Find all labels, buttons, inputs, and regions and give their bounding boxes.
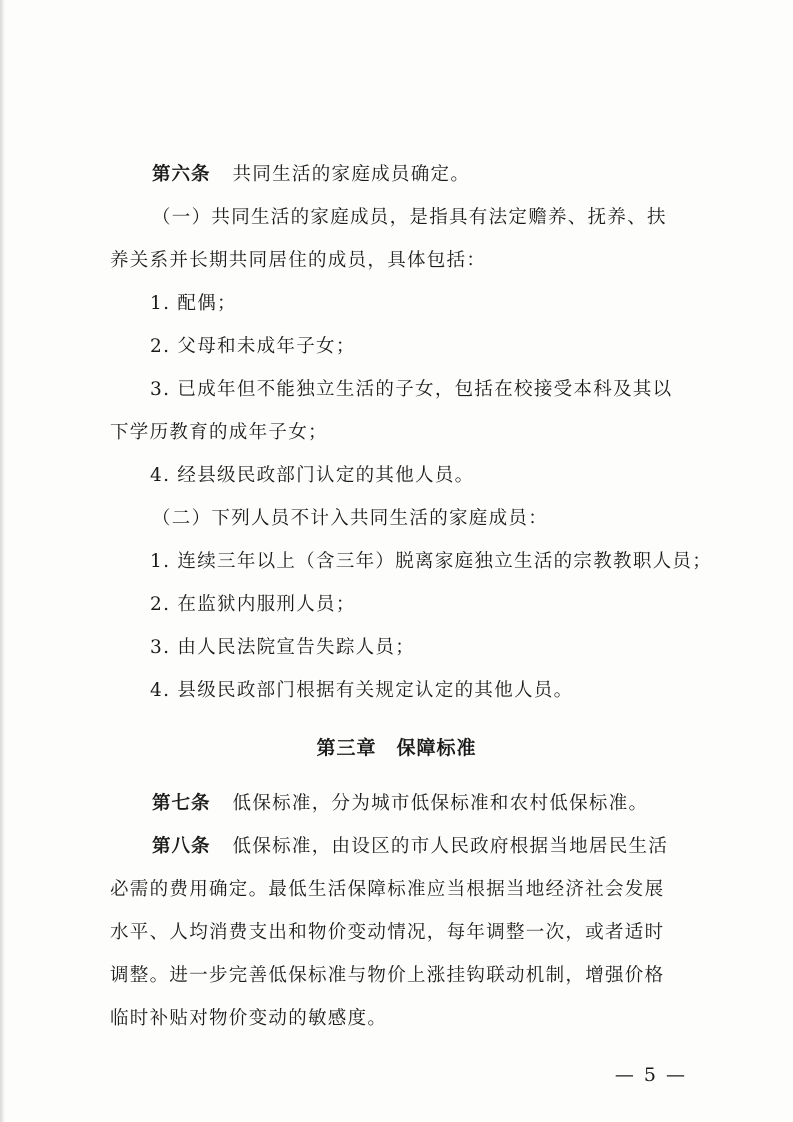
section2-item-4: 4. 县级民政部门根据有关规定认定的其他人员。 xyxy=(150,680,574,701)
page-number: — 5 — xyxy=(614,1064,687,1086)
article6-section1-line1: （一）共同生活的家庭成员，是指具有法定赡养、抚养、扶 xyxy=(152,207,667,228)
article8-text: 低保标准，由设区的市人民政府根据当地居民生活 xyxy=(232,836,669,857)
article8-label: 第八条 xyxy=(152,836,211,857)
article7-text: 低保标准，分为城市低保标准和农村低保标准。 xyxy=(232,793,649,814)
article6-section1-line2: 养关系并长期共同居住的成员，具体包括： xyxy=(110,250,487,271)
article8-line5: 临时补贴对物价变动的敏感度。 xyxy=(110,1008,388,1029)
article6-title: 共同生活的家庭成员确定。 xyxy=(232,164,471,185)
article6-label: 第六条 xyxy=(152,164,211,185)
section2-item-2: 2. 在监狱内服刑人员； xyxy=(150,594,356,615)
article6-heading-line xyxy=(152,162,732,188)
article8-line3: 水平、人均消费支出和物价变动情况，每年调整一次，或者适时 xyxy=(110,922,665,943)
section1-item-4: 4. 经县级民政部门认定的其他人员。 xyxy=(150,465,475,486)
section1-item-2: 2. 父母和未成年子女； xyxy=(150,336,356,357)
article7-line xyxy=(152,791,732,817)
section1-item-1: 1. 配偶； xyxy=(150,293,237,314)
section2-item-1: 1. 连续三年以上（含三年）脱离家庭独立生活的宗教教职人员； xyxy=(150,551,713,572)
section1-item-3: 3. 已成年但不能独立生活的子女，包括在校接受本科及其以 xyxy=(150,379,673,400)
article8-line1 xyxy=(152,834,732,860)
article8-line4: 调整。进一步完善低保标准与物价上涨挂钩联动机制，增强价格 xyxy=(110,965,665,986)
section1-item-3-continued: 下学历教育的成年子女； xyxy=(110,422,328,443)
section2-item-3: 3. 由人民法院宣告失踪人员； xyxy=(150,637,416,658)
chapter3-heading: 第三章 保障标准 xyxy=(316,737,477,759)
article6-section2-title: （二）下列人员不计入共同生活的家庭成员： xyxy=(152,508,549,529)
article8-line2: 必需的费用确定。最低生活保障标准应当根据当地经济社会发展 xyxy=(110,879,665,900)
article7-label: 第七条 xyxy=(152,793,211,814)
